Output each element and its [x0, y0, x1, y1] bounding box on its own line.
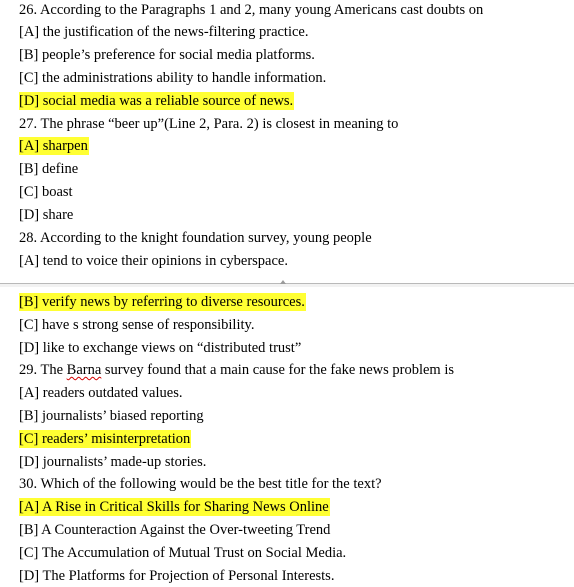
question-30-option-a-highlighted: [A] A Rise in Critical Skills for Sharing News Online	[19, 499, 329, 515]
question-28-option-d: [D] like to exchange views on “distributed trust”	[19, 340, 302, 356]
page-separator-marker-icon	[280, 280, 286, 284]
question-28-stem: 28. According to the knight foundation survey, young people	[19, 230, 372, 246]
spellcheck-flagged-word: Barna	[66, 362, 102, 378]
question-28-option-a: [A] tend to voice their opinions in cyberspace.	[19, 253, 288, 269]
question-29-stem: 29. The Barna survey found that a main cause for the fake news problem is	[19, 362, 455, 378]
question-28-option-c: [C] have s strong sense of responsibility.	[19, 317, 255, 333]
question-26-option-b: [B] people’s preference for social media platforms.	[19, 47, 315, 63]
question-28-option-b-highlighted: [B] verify news by referring to diverse resources.	[19, 294, 305, 310]
question-30-option-d: [D] The Platforms for Projection of Personal Interests.	[19, 568, 335, 584]
question-27-option-c: [C] boast	[19, 184, 73, 200]
page-separator	[0, 283, 574, 287]
question-27-option-a-highlighted: [A] sharpen	[19, 138, 88, 154]
question-26-option-a: [A] the justification of the news-filtering practice.	[19, 24, 309, 40]
question-26-stem: 26. According to the Paragraphs 1 and 2, many young Americans cast doubts on	[19, 2, 484, 18]
question-27-option-d: [D] share	[19, 207, 74, 223]
question-29-option-a: [A] readers outdated values.	[19, 385, 183, 401]
question-30-option-b: [B] A Counteraction Against the Over-tweeting Trend	[19, 522, 331, 538]
question-27-stem: 27. The phrase “beer up”(Line 2, Para. 2) is closest in meaning to	[19, 116, 399, 132]
question-30-option-c: [C] The Accumulation of Mutual Trust on Social Media.	[19, 545, 347, 561]
question-29-option-c-highlighted: [C] readers’ misinterpretation	[19, 431, 191, 447]
question-30-stem: 30. Which of the following would be the best title for the text?	[19, 476, 382, 492]
question-29-option-b: [B] journalists’ biased reporting	[19, 408, 204, 424]
question-27-option-b: [B] define	[19, 161, 79, 177]
question-26-option-d-highlighted: [D] social media was a reliable source of news.	[19, 93, 294, 109]
question-29-option-d: [D] journalists’ made-up stories.	[19, 454, 207, 470]
question-26-option-c: [C] the administrations ability to handle information.	[19, 70, 327, 86]
